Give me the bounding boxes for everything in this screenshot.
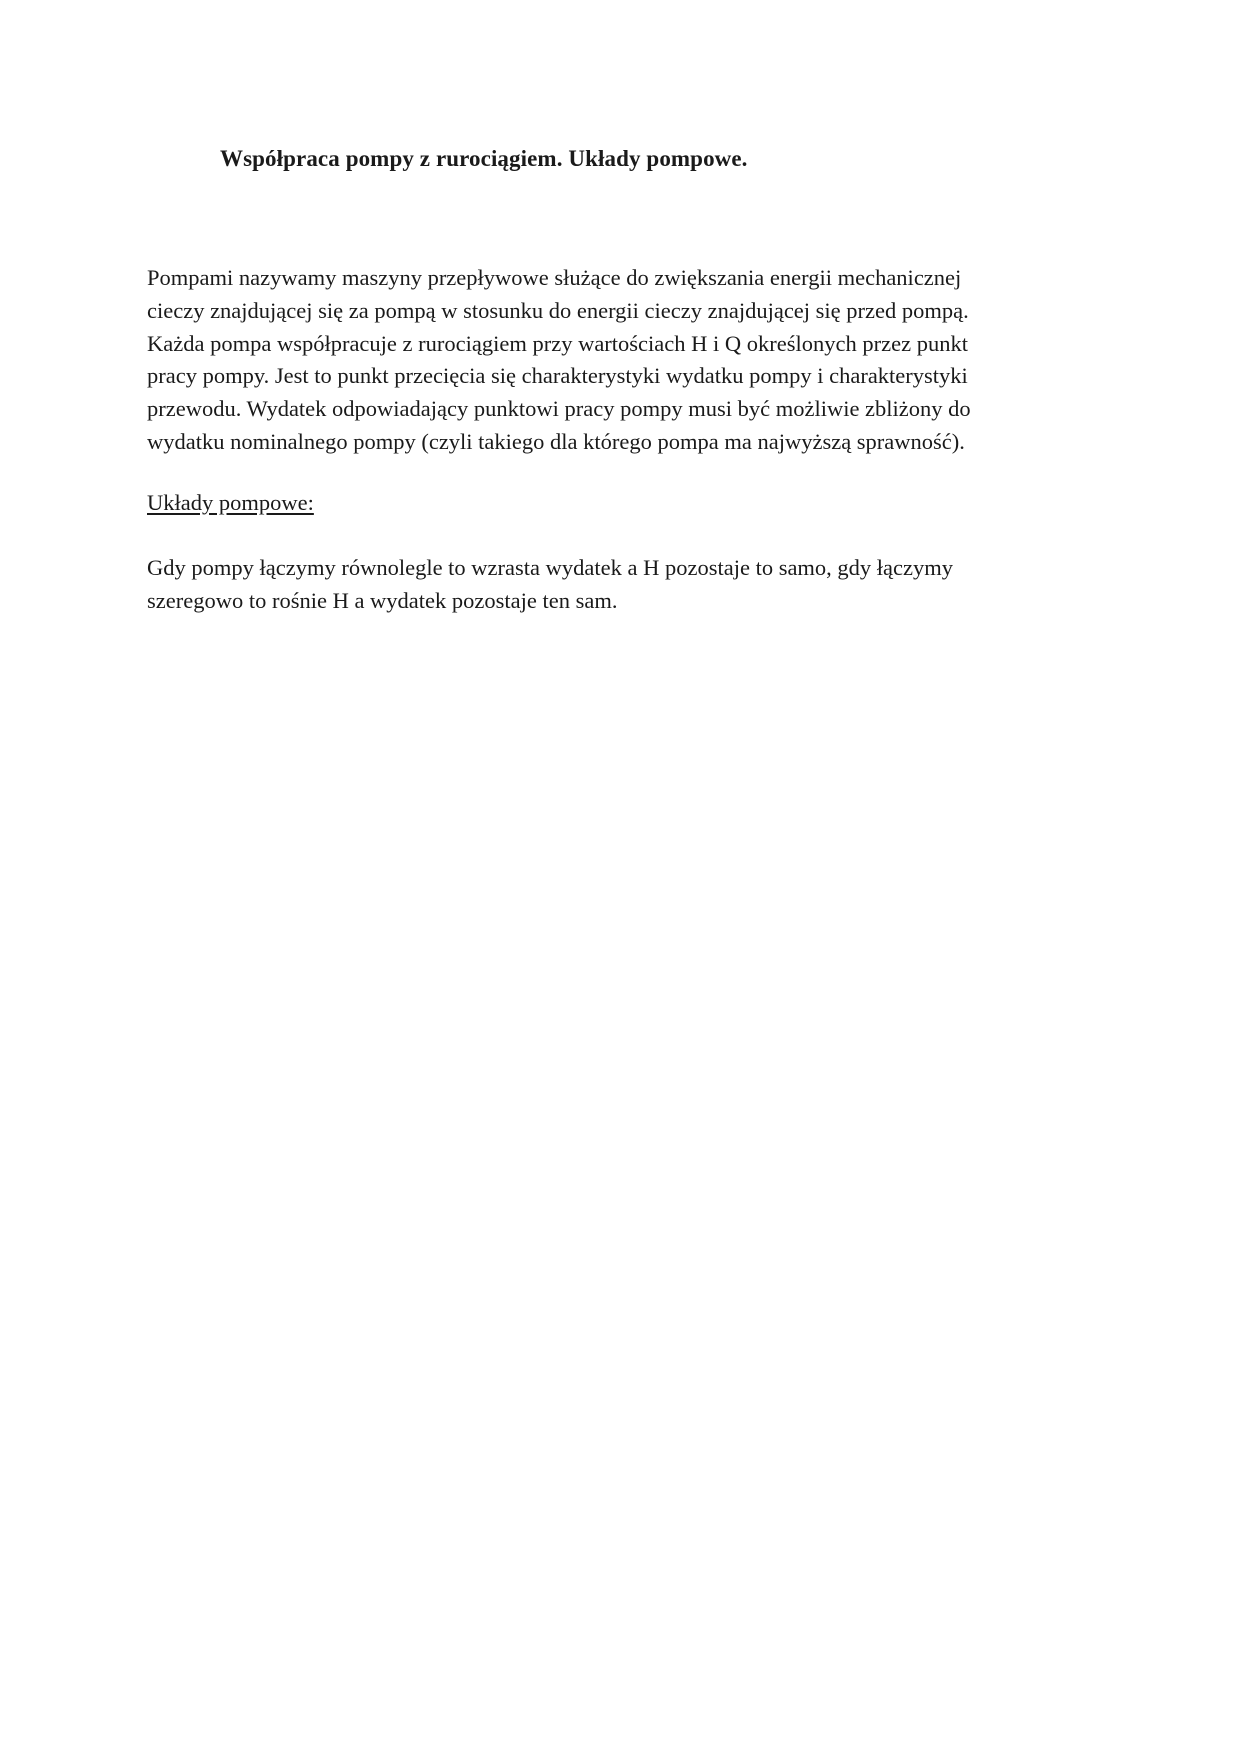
paragraph-line: wydatku nominalnego pompy (czyli takiego dla którego pompa ma najwyższą sprawność). <box>147 428 965 454</box>
paragraph-line: szeregowo to rośnie H a wydatek pozostaje ten sam. <box>147 587 618 613</box>
paragraph-line: cieczy znajdującej się za pompą w stosunku do energii cieczy znajdującej się przed pompą. <box>147 297 969 323</box>
paragraph-line: Każda pompa współpracuje z rurociągiem przy wartościach H i Q określonych przez punkt <box>147 330 968 356</box>
paragraph-line: Gdy pompy łączymy równolegle to wzrasta wydatek a H pozostaje to samo, gdy łączymy <box>147 555 954 580</box>
paragraph-line: Pompami nazywamy maszyny przepływowe służące do zwiększania energii mechanicznej <box>147 265 962 290</box>
document-title: Współpraca pompy z rurociągiem. Układy pompowe. <box>220 146 748 171</box>
paragraph-line: pracy pompy. Jest to punkt przecięcia się charakterystyki wydatku pompy i charakterystyki <box>147 363 968 389</box>
paragraph-line: przewodu. Wydatek odpowiadający punktowi pracy pompy musi być możliwie zbliżony do <box>147 396 971 422</box>
paragraph-pumps-definition <box>147 262 1087 459</box>
section-heading-pump-systems: Układy pompowe: <box>147 490 314 515</box>
paragraph-pump-connections <box>147 552 1087 618</box>
